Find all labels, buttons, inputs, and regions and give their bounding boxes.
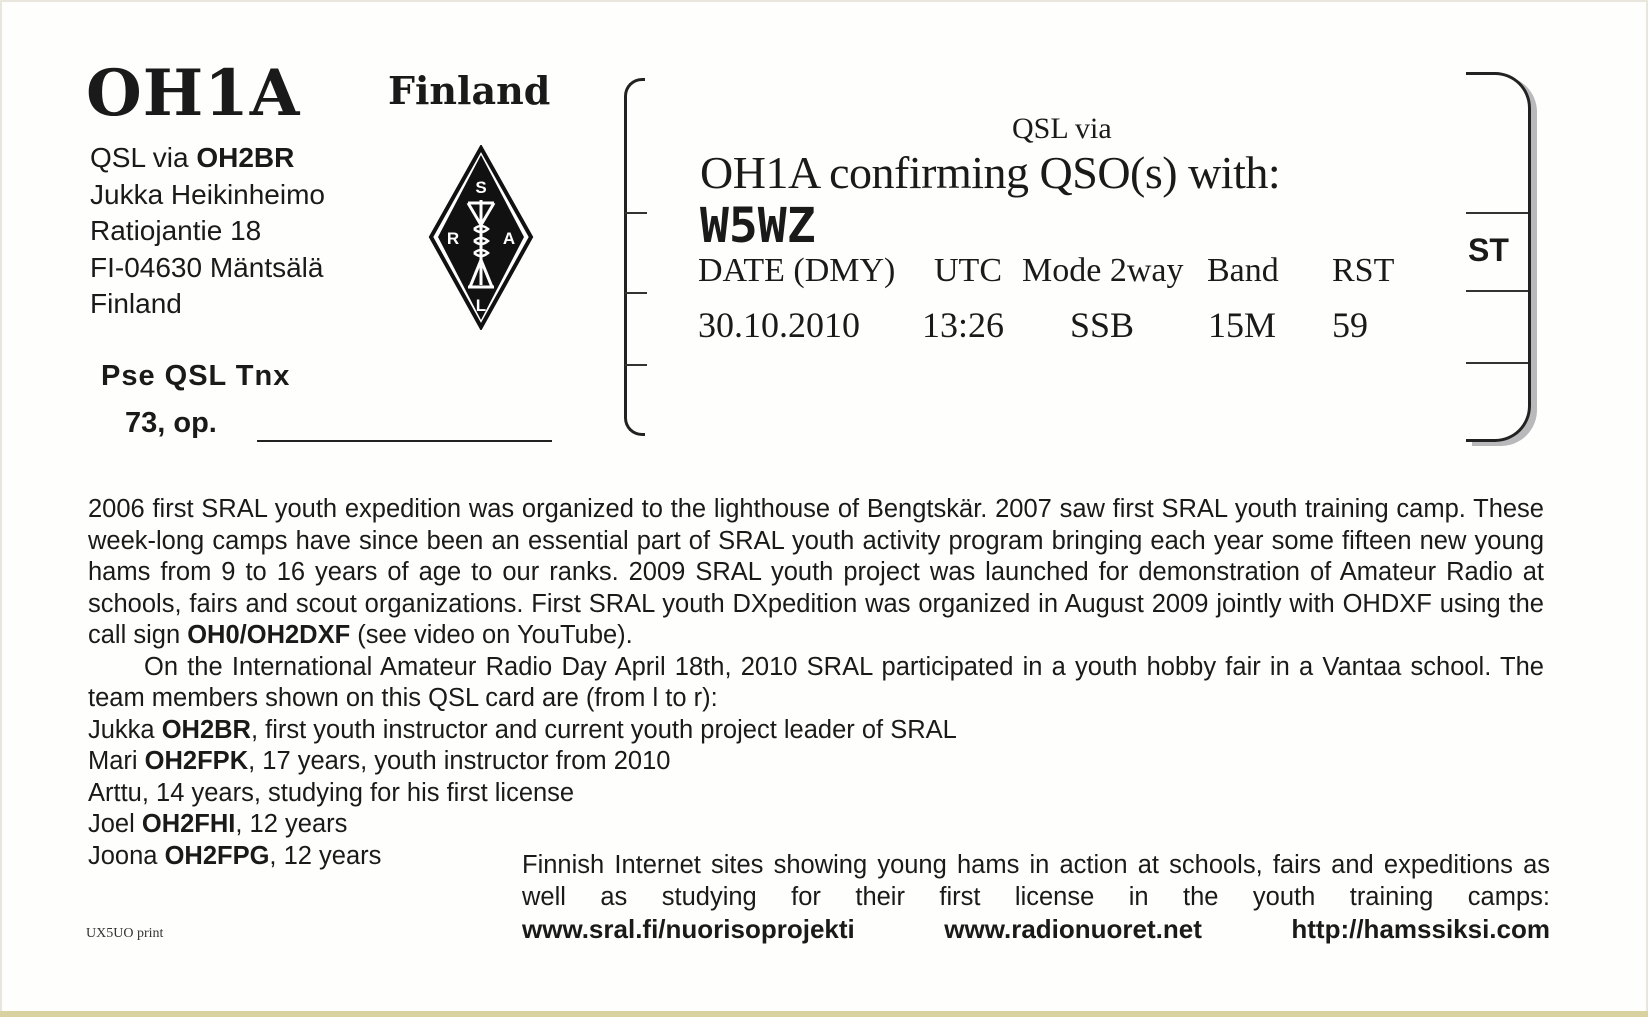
member-name: Mari	[88, 747, 145, 775]
logo-letter-top: S	[475, 178, 487, 197]
confirming-heading: OH1A confirming QSO(s) with:	[700, 147, 1281, 198]
story-paragraph-2: On the International Amateur Radio Day April 18th, 2010 SRAL participated in a youth hobby fair in a Vantaa school. The team members shown on this QSL card are (from l to r):	[88, 652, 1544, 712]
member-line	[88, 778, 1544, 810]
worked-callsign: W5WZ	[700, 198, 816, 254]
logo-letter-right: A	[502, 229, 516, 248]
station-address	[90, 140, 325, 323]
link-hamssiksi[interactable]: http://hamssiksi.com	[1291, 914, 1550, 944]
left-bracket	[624, 78, 645, 436]
left-tick-2	[625, 292, 647, 294]
qsl-manager-call: OH2BR	[196, 142, 295, 173]
member-name: Joel	[88, 810, 142, 838]
qsl-via-line	[90, 140, 325, 177]
member-line	[88, 746, 1544, 778]
member-line	[88, 809, 1544, 841]
story-paragraph-1-end: (see video on YouTube).	[350, 621, 633, 649]
youth-story	[88, 494, 1544, 872]
header-band: Band	[1207, 252, 1279, 289]
links-urls	[522, 914, 1550, 946]
signoff-73-op: 73, op.	[125, 407, 217, 439]
member-call: OH2FPG	[164, 841, 270, 870]
left-tick-1	[625, 212, 647, 214]
header-utc: UTC	[934, 252, 1002, 289]
station-callsign: OH1A	[86, 56, 301, 131]
dxpedition-callsign: OH0/OH2DXF	[187, 621, 351, 649]
header-rst: RST	[1332, 252, 1395, 289]
story-paragraph-1-text: 2006 first SRAL youth expedition was organized to the lighthouse of Bengtskär. 2007 saw first SRAL youth training camp. These week-long camps have since been an essential part of SRAL youth activity program bringing each year some fifteen new young hams from 9 to 16 years of age to our ranks. 2009 SRAL youth project was launched for demonstration of Amateur Radio at schools, fairs and scout organizations. First SRAL youth DXpedition was organized in August 2009 jointly with OHDXF using the call sign	[88, 495, 1544, 649]
link-sral-nuorisoprojekti[interactable]: www.sral.fi/nuorisoprojekti	[522, 914, 855, 944]
logo-letter-left: R	[446, 229, 460, 248]
signature-line	[257, 440, 552, 442]
member-call: OH2FPK	[144, 747, 249, 775]
member-line	[88, 715, 1544, 747]
value-rst: 59	[1332, 305, 1368, 345]
member-desc: , 17 years, youth instructor from 2010	[248, 747, 671, 775]
qso-confirmation-box	[620, 72, 1540, 442]
member-desc: , 12 years	[269, 841, 382, 870]
member-name: Jukka	[88, 715, 162, 744]
value-mode: SSB	[1070, 305, 1135, 345]
member-desc: , 12 years	[235, 810, 348, 838]
qsl-via-prefix: QSL via	[90, 142, 197, 173]
printer-credit: UX5UO print	[86, 926, 164, 941]
member-desc: , first youth instructor and current youth project leader of SRAL	[250, 715, 957, 744]
internet-sites	[522, 850, 1550, 946]
value-date: 30.10.2010	[698, 305, 860, 345]
address-street: Ratiojantie 18	[90, 215, 262, 246]
member-call: OH2FHI	[141, 810, 236, 838]
value-band: 15M	[1208, 305, 1277, 345]
left-tick-3	[625, 364, 647, 366]
address-country: Finland	[90, 288, 182, 319]
member-name: Joona	[88, 841, 165, 870]
right-tick-1	[1466, 212, 1528, 214]
header-mode: Mode 2way	[1022, 252, 1184, 289]
address-name: Jukka Heikinheimo	[90, 178, 325, 210]
logo-letter-bottom: L	[475, 296, 487, 315]
qsl-via-label: QSL via	[1012, 112, 1112, 145]
header-date: DATE (DMY)	[698, 252, 896, 289]
links-intro: Finnish Internet sites showing young hams in action at schools, fairs and expeditions as well as studying for their first license in the youth training camps:	[522, 851, 1550, 911]
right-tick-2	[1466, 290, 1528, 292]
link-radionuoret[interactable]: www.radionuoret.net	[944, 914, 1202, 944]
pse-qsl-tnx: Pse QSL Tnx	[101, 360, 291, 392]
member-call: OH2BR	[161, 715, 251, 744]
member-name: Arttu, 14 years, studying for his first license	[88, 778, 575, 807]
right-tick-3	[1466, 362, 1528, 364]
station-country: Finland	[388, 68, 551, 113]
sral-logo	[428, 145, 534, 330]
story-paragraph-1	[88, 494, 1544, 652]
address-city: FI-04630 Mäntsälä	[90, 251, 324, 283]
value-utc: 13:26	[922, 305, 1005, 345]
partial-rst-label: ST	[1468, 232, 1509, 268]
card-edge	[0, 1011, 1648, 1017]
